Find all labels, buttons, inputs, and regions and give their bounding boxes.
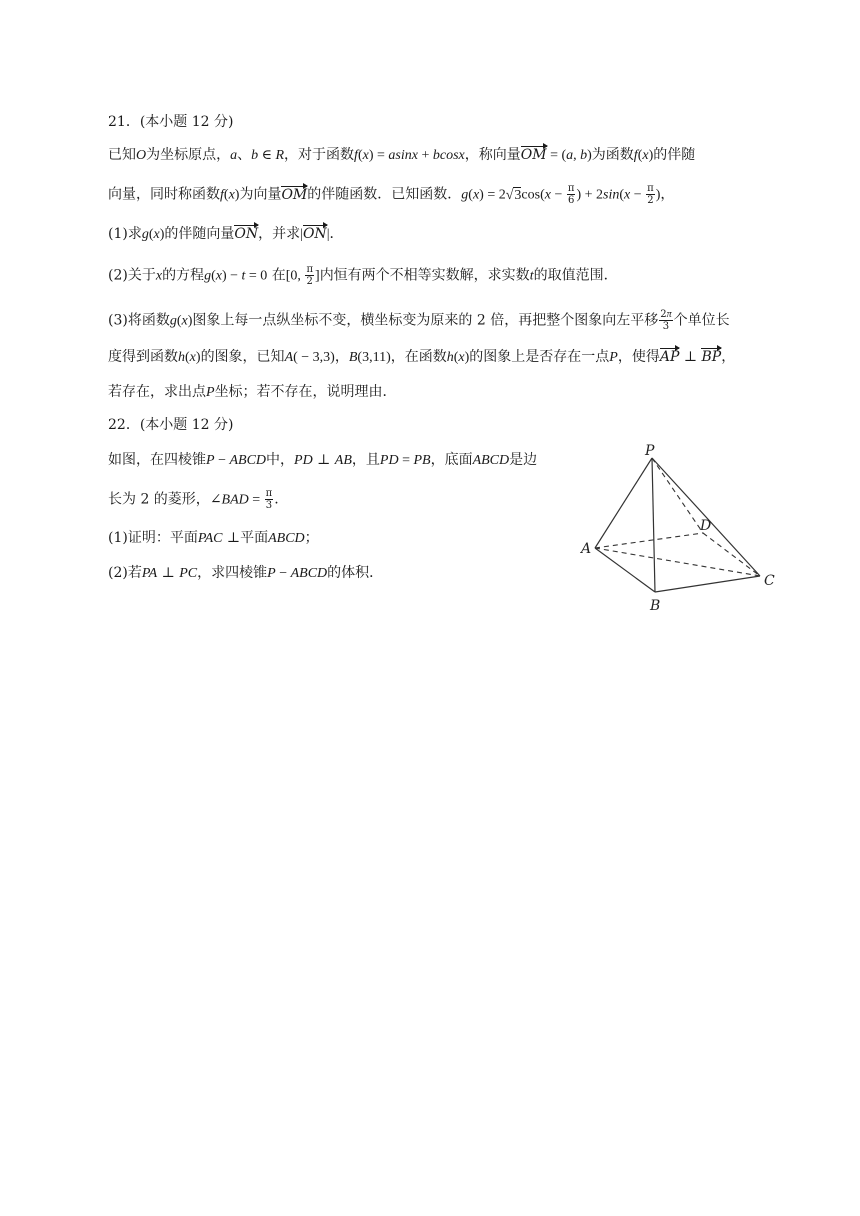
label-D: D [700, 518, 712, 534]
q22-stem-line-1: 如图，在四棱锥P − ABCD中，PD ⊥ AB，且PD = PB，底面ABCD是边 [108, 452, 538, 468]
edge-AB [595, 548, 655, 592]
diagonal-AC [595, 548, 760, 576]
q21-part-2: (2)关于x的方程g(x) − t = 0 在[0, $\frac{\pi}{2}$ ]内恒有两个不相等实数解，求实数t的取值范围． [108, 264, 618, 287]
q21-part-1: (1)求g(x)的伴随向量ON，并求|ON|． [108, 226, 344, 242]
label-A: A [581, 541, 592, 557]
q22-part-2: (2)若PA ⊥ PC，求四棱锥P − ABCD的体积． [108, 565, 384, 581]
q21-stem-line-2: 向量，同时称函数f(x)为向量OM的伴随函数．已知函数．g(x) = 2√3cos(x − $\frac{\pi}{6}$ ) + 2sin(x − $\frac{\pi}{2}$ )， [108, 183, 675, 206]
edge-PA [595, 458, 652, 548]
label-B: B [650, 598, 661, 614]
q21-header: 21．(本小题 12 分) [108, 114, 234, 130]
q21-part-3-line-3: 若存在，求出点P坐标；若不存在，说明理由． [108, 384, 397, 400]
edge-BC [655, 576, 760, 592]
q21-stem-line-1: 已知O为坐标原点，a、b ∈ R，对于函数f(x) = asinx + bcosx，称向量OM = (a, b)为函数f(x)的伴随 [108, 147, 696, 163]
q21-part-3-line-1: (3)将函数g(x)图象上每一点纵坐标不变，横坐标变为原来的 2 倍，再把整个图象向左平移 $\frac{2\pi}{3}$ 个单位长 [108, 309, 730, 332]
pyramid-figure [575, 440, 785, 615]
q22-stem-line-2: 长为 2 的菱形，∠BAD = $\frac{\pi}{3}$ . [108, 488, 279, 511]
edge-PB [652, 458, 655, 592]
edge-PD [652, 458, 703, 533]
edge-DC [703, 533, 760, 576]
label-C: C [764, 573, 775, 589]
q22-header: 22．(本小题 12 分) [108, 417, 234, 433]
edge-PC [652, 458, 760, 576]
q22-part-1: (1)证明：平面PAC ⊥平面ABCD； [108, 530, 319, 546]
edge-AD [595, 533, 703, 548]
q21-part-3-line-2: 度得到函数h(x)的图象，已知A( − 3,3)，B(3,11)，在函数h(x)的图象上是否存在一点P，使得AP ⊥ BP， [108, 349, 736, 365]
label-P: P [645, 443, 655, 459]
